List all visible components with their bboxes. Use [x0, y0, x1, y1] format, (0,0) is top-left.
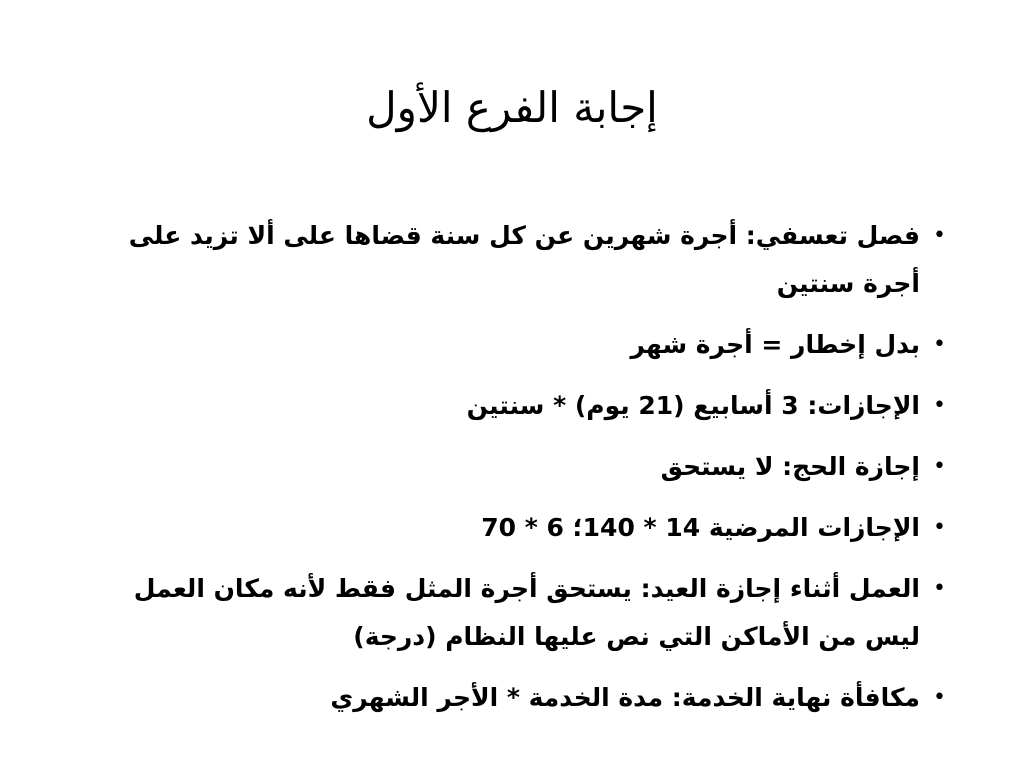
bullet-icon: • — [933, 454, 946, 479]
bullet-text: بدل إخطار = أجرة شهر — [630, 330, 920, 359]
bullet-icon: • — [933, 515, 946, 540]
bullet-text: الإجازات المرضية 14 * 140؛ 6 * 70 — [481, 513, 920, 542]
bullet-text: الإجازات: 3 أسابيع (21 يوم) * سنتين — [466, 391, 920, 420]
bullet-item — [76, 504, 946, 552]
bullet-item — [76, 321, 946, 369]
bullet-list — [76, 212, 946, 735]
bullet-item — [76, 382, 946, 430]
bullet-text: فصل تعسفي: أجرة شهرين عن كل سنة قضاها على ألا تزيد على أجرة سنتين — [128, 221, 920, 298]
bullet-item — [76, 443, 946, 491]
bullet-icon: • — [933, 223, 946, 248]
bullet-icon: • — [933, 685, 946, 710]
bullet-icon: • — [933, 332, 946, 357]
bullet-item — [76, 565, 946, 661]
slide-title: إجابة الفرع الأول — [366, 83, 658, 132]
bullet-item — [76, 212, 946, 308]
bullet-text: العمل أثناء إجازة العيد: يستحق أجرة المثل فقط لأنه مكان العمل ليس من الأماكن التي نص عليها النظام (درجة) — [133, 574, 920, 651]
bullet-icon: • — [933, 393, 946, 418]
bullet-text: مكافأة نهاية الخدمة: مدة الخدمة * الأجر الشهري — [330, 683, 920, 712]
bullet-icon: • — [933, 576, 946, 601]
bullet-text: إجازة الحج: لا يستحق — [660, 452, 920, 481]
bullet-item — [76, 674, 946, 722]
